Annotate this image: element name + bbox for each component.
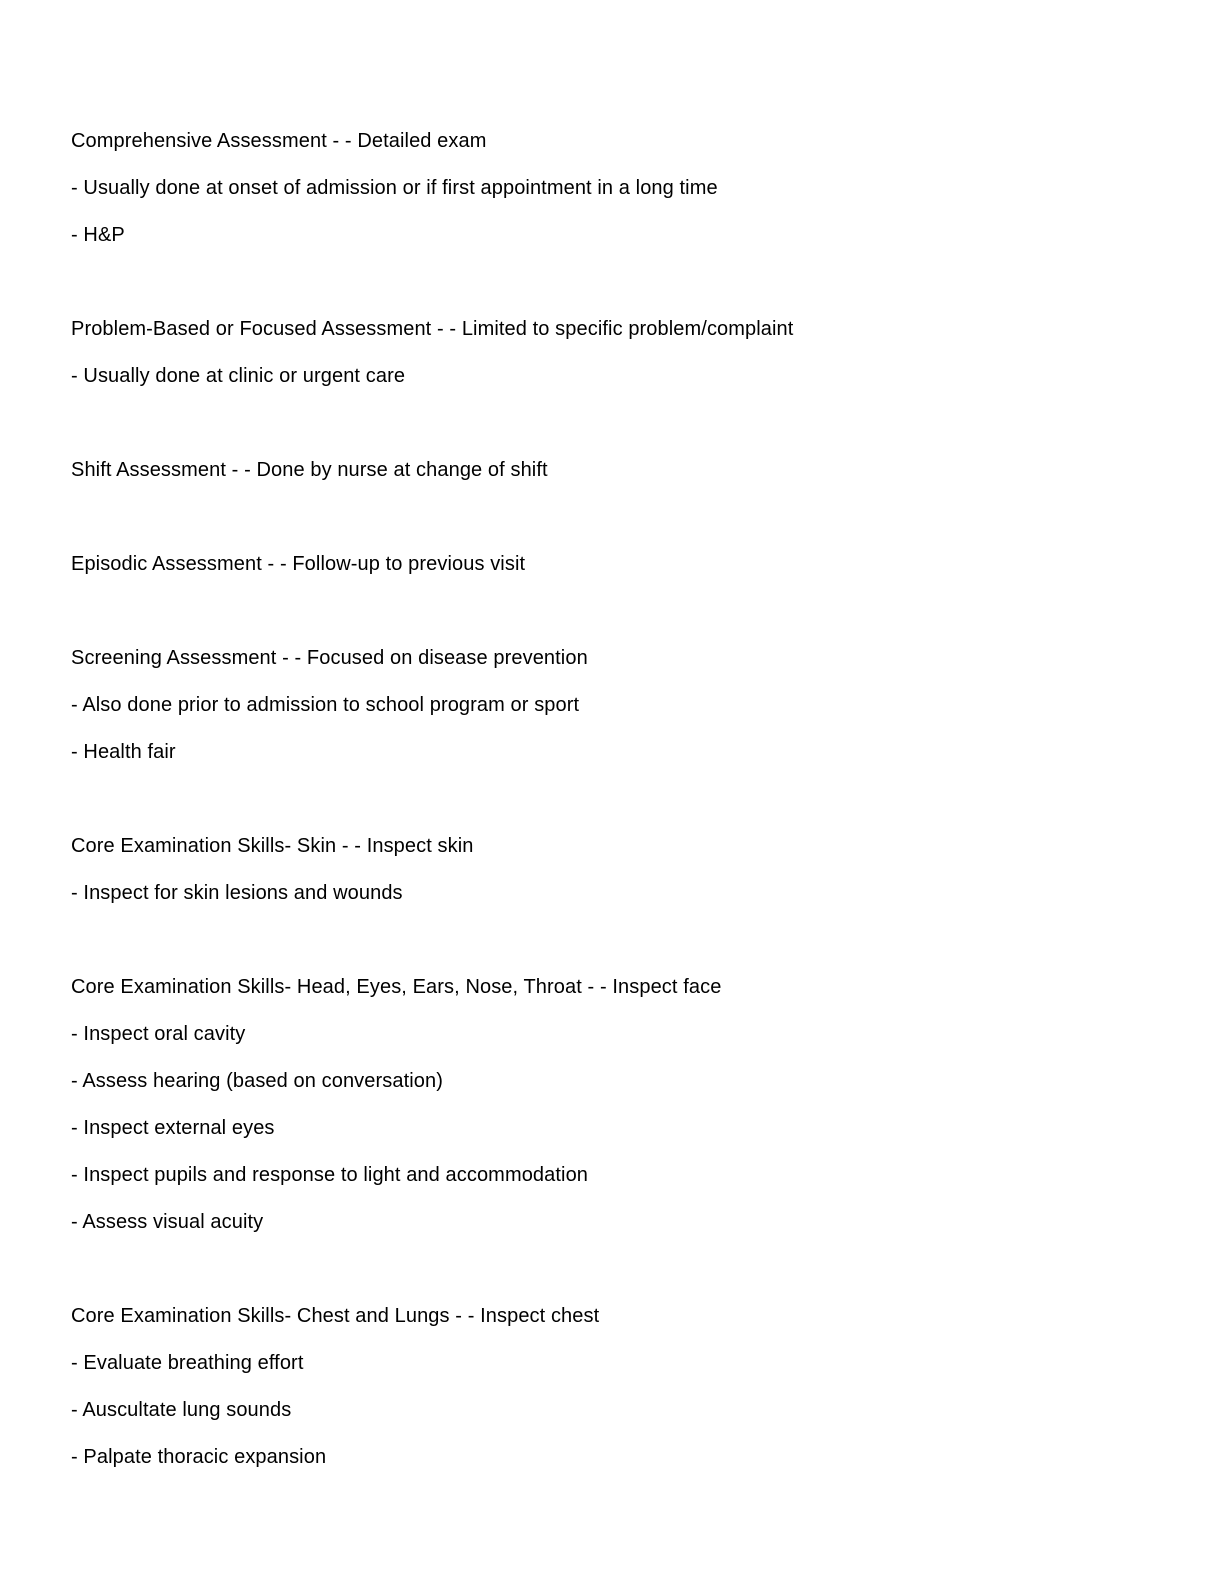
section-heading: Core Examination Skills- Skin - - Inspect skin xyxy=(71,835,474,857)
list-item: - Assess visual acuity xyxy=(71,1211,264,1233)
section-episodic-assessment xyxy=(71,541,1151,588)
list-item: - Inspect oral cavity xyxy=(71,1023,246,1045)
list-item: - Assess hearing (based on conversation) xyxy=(71,1070,443,1092)
section-shift-assessment xyxy=(71,447,1151,494)
section-comprehensive-assessment xyxy=(71,118,1151,259)
section-core-skills-chest-lungs xyxy=(71,1293,1151,1481)
section-heading: Episodic Assessment - - Follow-up to previous visit xyxy=(71,553,526,575)
section-heading: Core Examination Skills- Head, Eyes, Ears, Nose, Throat - - Inspect face xyxy=(71,976,722,998)
section-core-skills-skin xyxy=(71,823,1151,917)
section-core-skills-heent xyxy=(71,964,1151,1246)
list-item: - Palpate thoracic expansion xyxy=(71,1446,327,1468)
list-item: - Usually done at clinic or urgent care xyxy=(71,365,406,387)
section-heading: Screening Assessment - - Focused on disease prevention xyxy=(71,647,588,669)
list-item: - Evaluate breathing effort xyxy=(71,1352,304,1374)
list-item: - Usually done at onset of admission or if first appointment in a long time xyxy=(71,177,718,199)
section-screening-assessment xyxy=(71,635,1151,776)
section-heading: Core Examination Skills- Chest and Lungs - - Inspect chest xyxy=(71,1305,600,1327)
section-heading: Problem-Based or Focused Assessment - - Limited to specific problem/complaint xyxy=(71,318,794,340)
list-item: - Inspect external eyes xyxy=(71,1117,275,1139)
section-heading: Comprehensive Assessment - - Detailed exam xyxy=(71,130,487,152)
list-item: - Health fair xyxy=(71,741,176,763)
list-item: - Inspect pupils and response to light and accommodation xyxy=(71,1164,589,1186)
list-item: - Inspect for skin lesions and wounds xyxy=(71,882,403,904)
section-focused-assessment xyxy=(71,306,1151,400)
list-item: - H&P xyxy=(71,224,125,246)
section-heading: Shift Assessment - - Done by nurse at change of shift xyxy=(71,459,548,481)
list-item: - Also done prior to admission to school program or sport xyxy=(71,694,580,716)
list-item: - Auscultate lung sounds xyxy=(71,1399,292,1421)
document-body xyxy=(71,118,1151,1528)
